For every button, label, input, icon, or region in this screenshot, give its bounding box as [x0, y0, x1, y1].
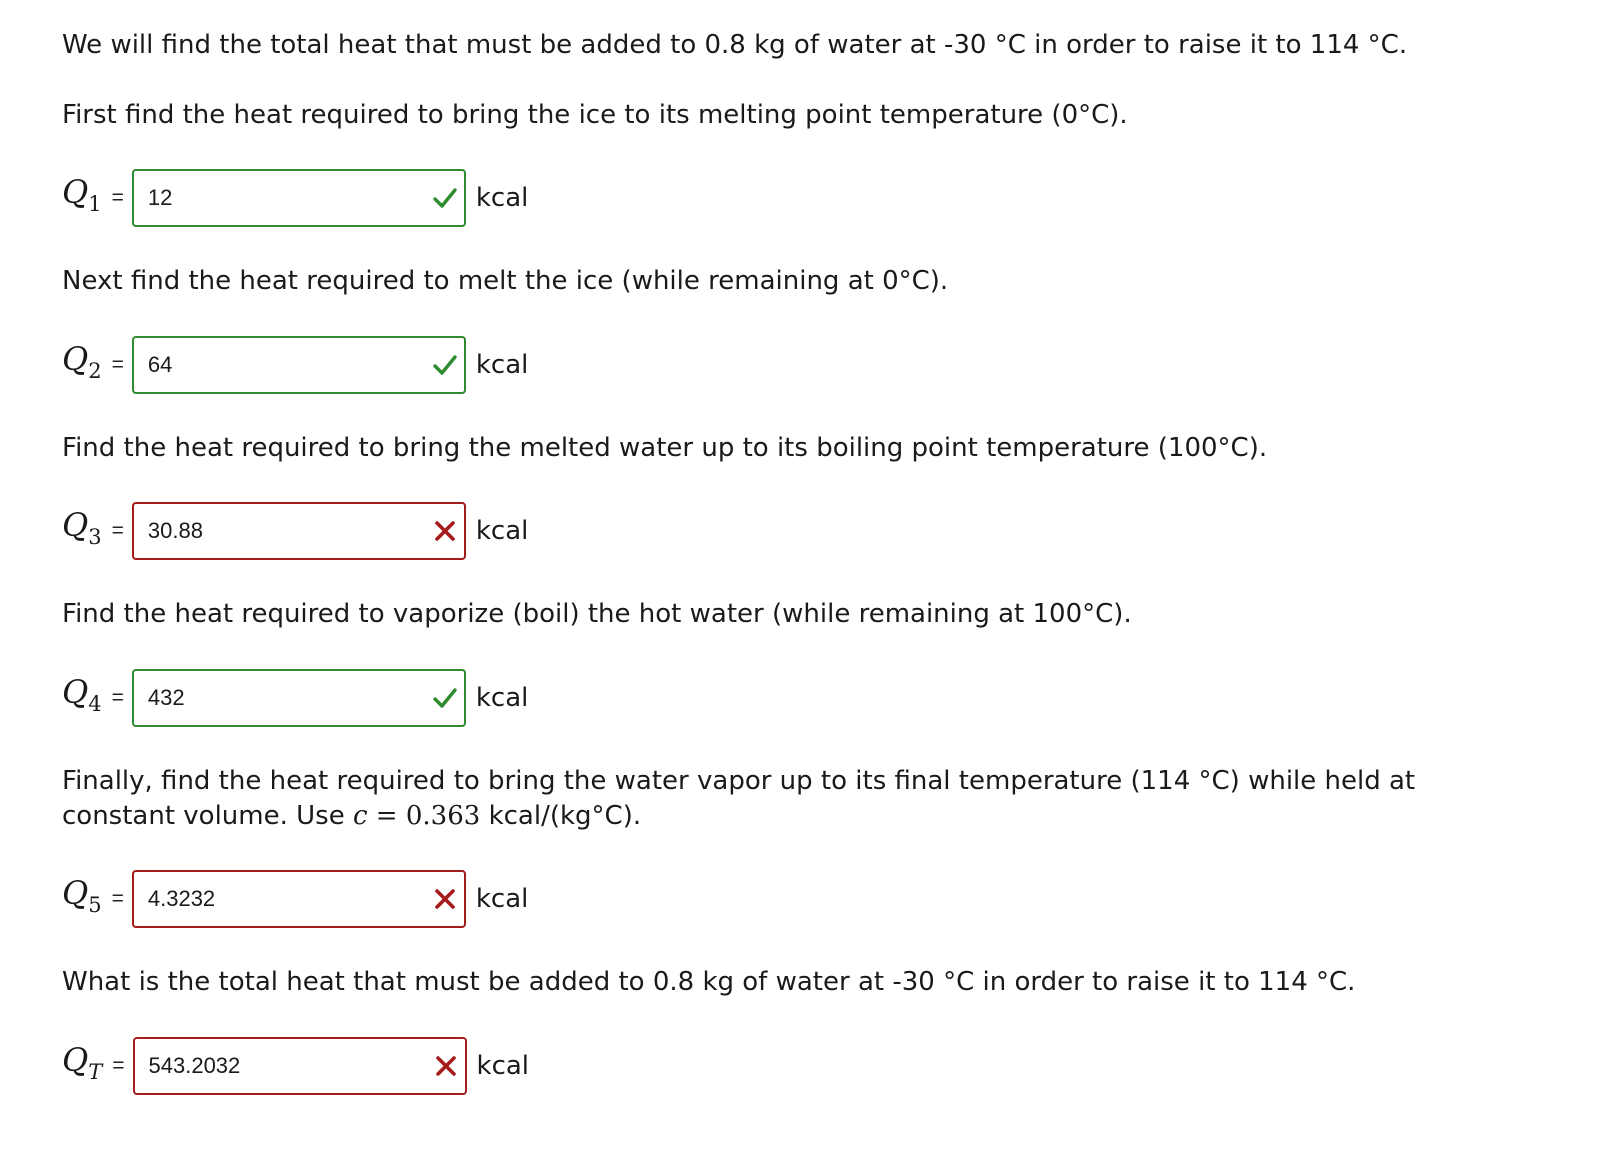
- step-4-prompt: Find the heat required to vaporize (boil) the hot water (while remaining at 100°C).: [62, 599, 1132, 629]
- q4-label: $Q_4$: [62, 673, 102, 716]
- q1-unit: kcal: [475, 183, 529, 213]
- q2-unit: kcal: [475, 350, 529, 380]
- intro-text: We will find the total heat that must be added to 0.8 kg of water at -30 °C in order to raise it to 114 °C.: [62, 30, 1408, 60]
- equals-sign: =: [111, 186, 124, 209]
- equals-sign: =: [112, 1054, 125, 1077]
- q4-input[interactable]: [134, 678, 418, 718]
- step-2-answer-row: [62, 335, 528, 395]
- x-icon: [432, 886, 458, 912]
- q4-unit: kcal: [475, 683, 529, 713]
- step-4-answer-row: [62, 668, 528, 728]
- c-value: 0.363: [405, 801, 481, 831]
- q3-label: $Q_3$: [62, 506, 102, 549]
- equals-sign: =: [111, 519, 124, 542]
- qt-input[interactable]: [135, 1046, 419, 1086]
- check-icon: [432, 685, 458, 711]
- step-1-answer-row: [62, 168, 528, 228]
- q2-label: $Q_2$: [62, 340, 102, 383]
- q2-answer-box: [132, 336, 466, 394]
- qt-label: $Q_T$: [62, 1041, 103, 1084]
- q2-input[interactable]: [134, 345, 418, 385]
- check-icon: [432, 185, 458, 211]
- q4-answer-box: [132, 669, 466, 727]
- q1-answer-box: [132, 169, 466, 227]
- qt-unit: kcal: [476, 1051, 530, 1081]
- equals-sign: =: [111, 887, 124, 910]
- q3-input[interactable]: [134, 511, 418, 551]
- equals-sign: =: [111, 686, 124, 709]
- c-variable: c: [352, 801, 368, 831]
- total-answer-row: [62, 1036, 529, 1096]
- step-5-prompt-line-2: constant volume. Use c = 0.363 kcal/(kg°C).: [62, 801, 642, 831]
- check-icon: [432, 352, 458, 378]
- step-3-answer-row: [62, 501, 528, 561]
- step-5-answer-row: [62, 869, 528, 929]
- step-2-prompt: Next find the heat required to melt the ice (while remaining at 0°C).: [62, 266, 949, 296]
- step-1-prompt: First find the heat required to bring the ice to its melting point temperature (0°C).: [62, 100, 1128, 130]
- q3-unit: kcal: [475, 516, 529, 546]
- x-icon: [433, 1053, 459, 1079]
- q5-input[interactable]: [134, 879, 418, 919]
- q5-label: $Q_5$: [62, 874, 102, 917]
- step-3-prompt: Find the heat required to bring the melted water up to its boiling point temperature (100°C).: [62, 433, 1268, 463]
- step-5-prompt-line-1: Finally, find the heat required to bring the water vapor up to its final temperature (114 °C) while held at: [62, 766, 1416, 796]
- q1-label: $Q_1$: [62, 173, 102, 216]
- q5-answer-box: [132, 870, 466, 928]
- equals-sign: =: [111, 353, 124, 376]
- total-prompt: What is the total heat that must be added to 0.8 kg of water at -30 °C in order to raise it to 114 °C.: [62, 967, 1356, 997]
- x-icon: [432, 518, 458, 544]
- q5-unit: kcal: [475, 884, 529, 914]
- qt-answer-box: [133, 1037, 467, 1095]
- q3-answer-box: [132, 502, 466, 560]
- q1-input[interactable]: [134, 178, 418, 218]
